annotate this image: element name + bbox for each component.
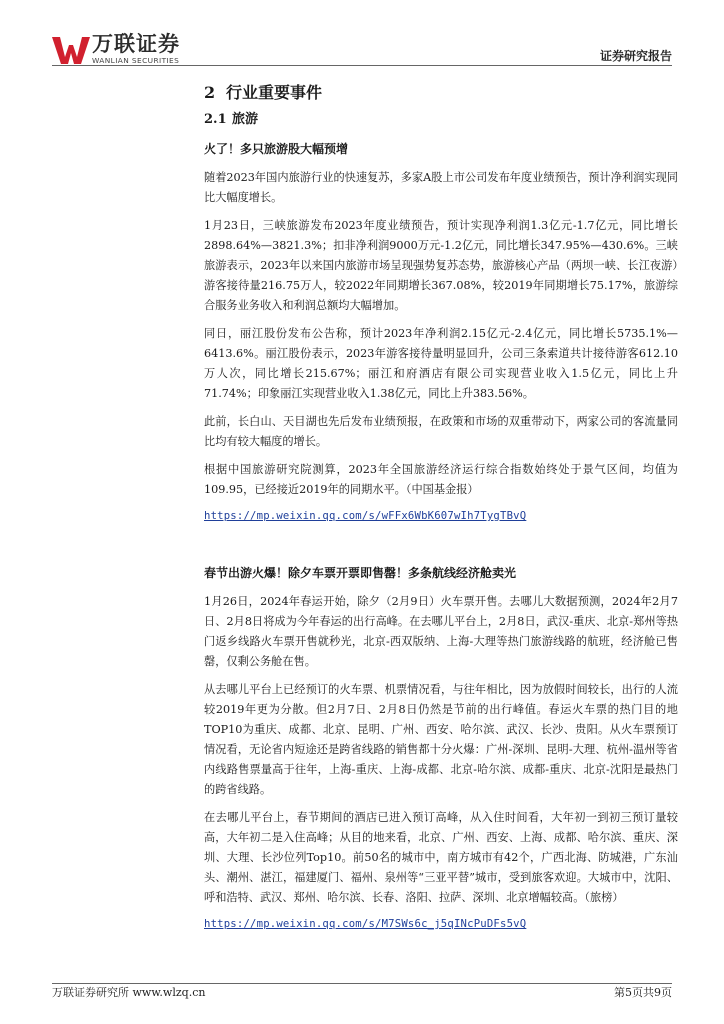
report-body [204, 81, 678, 942]
news-title: 春节出游火爆！除夕车票开票即售罄！多条航线经济舱卖光 [204, 566, 517, 580]
wanlian-logo-icon [52, 35, 90, 65]
page-header [0, 0, 724, 70]
subsection-number: 2.1 [204, 112, 227, 127]
section-heading [204, 81, 678, 105]
source-link[interactable]: https://mp.weixin.qq.com/s/wFFx6WbK607wIh7TygTBvQ [204, 510, 527, 522]
logo-name-en: WANLIAN SECURITIES [92, 56, 180, 65]
document-type: 证券研究报告 [599, 49, 672, 63]
section-number: 2 [204, 83, 216, 102]
page-number: 第5页共9页 [614, 986, 672, 999]
news-paragraph: 在去哪儿平台上，春节期间的酒店已进入预订高峰，从入住时间看，大年初一到初三预订量较高，大年初二是入住高峰；从目的地来看，北京、广州、西安、上海、成都、哈尔滨、重庆、深圳、大理、长沙位列Top10。前50名的城市中，南方城市有42个，广西北海、防城港，广东汕头、潮州、湛江，福建厦门、福州、泉州等“三亚平替”城市，受到旅客欢迎。大城市中，沈阳、呼和浩特、武汉、郑州、哈尔滨、长春、洛阳、拉萨、深圳、北京增幅较高。（旅榜） [204, 811, 678, 904]
logo-name-cn: 万联证券 [92, 32, 180, 56]
subsection-title: 旅游 [232, 112, 259, 127]
news-item-2 [204, 564, 678, 932]
news-paragraph: 从去哪儿平台上已经预订的火车票、机票情况看，与往年相比，因为放假时间较长，出行的人流较2019年更为分散。但2月7日、2月8日仍然是节前的出行峰值。春运火车票的热门目的地TOP10为重庆、成都、北京、昆明、广州、西安、哈尔滨、武汉、长沙、贵阳。从火车票预订情况看，无论省内短途还是跨省线路的销售都十分火爆：广州-深圳、昆明-大理、杭州-温州等省内线路售票量高于往年，上海-重庆、上海-成都、北京-哈尔滨、成都-重庆、北京-沈阳是最热门的跨省线路。 [204, 683, 678, 796]
section-title: 行业重要事件 [226, 83, 323, 102]
news-paragraph: 根据中国旅游研究院测算，2023年全国旅游经济运行综合指数始终处于景气区间，均值为109.95，已经接近2019年的同期水平。（中国基金报） [204, 463, 678, 496]
subsection-heading [204, 110, 678, 130]
news-paragraph: 此前，长白山、天目湖也先后发布业绩预报，在政策和市场的双重带动下，两家公司的客流量同比均有较大幅度的增长。 [204, 415, 678, 448]
news-paragraph: 1月26日，2024年春运开始，除夕（2月9日）火车票开售。去哪儿大数据预测，2024年2月7日、2月8日将成为今年春运的出行高峰。在去哪儿平台上，2月8日，武汉-重庆、北京-郑州等热门返乡线路火车票开售就秒光，北京-西双版纳、上海-大理等热门旅游线路的航班，经济舱已售罄，仅剩公务舱在售。 [204, 595, 678, 668]
footer-publisher: 万联证券研究所 www.wlzq.cn [52, 986, 206, 999]
footer-divider [52, 983, 672, 984]
news-paragraph: 同日，丽江股份发布公告称，预计2023年净利润2.15亿元-2.4亿元，同比增长5735.1%—6413.6%。丽江股份表示，2023年游客接待量明显回升，公司三条索道共计接待游客612.10万人次，同比增长215.67%；丽江和府酒店有限公司实现营业收入1.5亿元，同比上升71.74%；印象丽江实现营业收入1.38亿元，同比上升383.56%。 [204, 327, 678, 400]
source-link[interactable]: https://mp.weixin.qq.com/s/M7SWs6c_j5qINcPuDFs5vQ [204, 918, 527, 930]
news-item-1 [204, 140, 678, 524]
news-title: 火了！多只旅游股大幅预增 [204, 142, 349, 156]
header-divider [52, 65, 672, 66]
news-paragraph: 1月23日，三峡旅游发布2023年度业绩预告，预计实现净利润1.3亿元-1.7亿元，同比增长2898.64%—3821.3%；扣非净利润9000万元-1.2亿元，同比增长347.95%—430.6%。三峡旅游表示，2023年以来国内旅游市场呈现强势复苏态势，旅游核心产品（两坝一峡、长江夜游）游客接待量216.75万人，较2022年同期增长367.08%，较2019年同期增长75.17%，旅游综合服务业务收入和利润总额均大幅增加。 [204, 219, 678, 312]
news-paragraph: 随着2023年国内旅游行业的快速复苏，多家A股上市公司发布年度业绩预告，预计净利润实现同比大幅度增长。 [204, 171, 678, 204]
